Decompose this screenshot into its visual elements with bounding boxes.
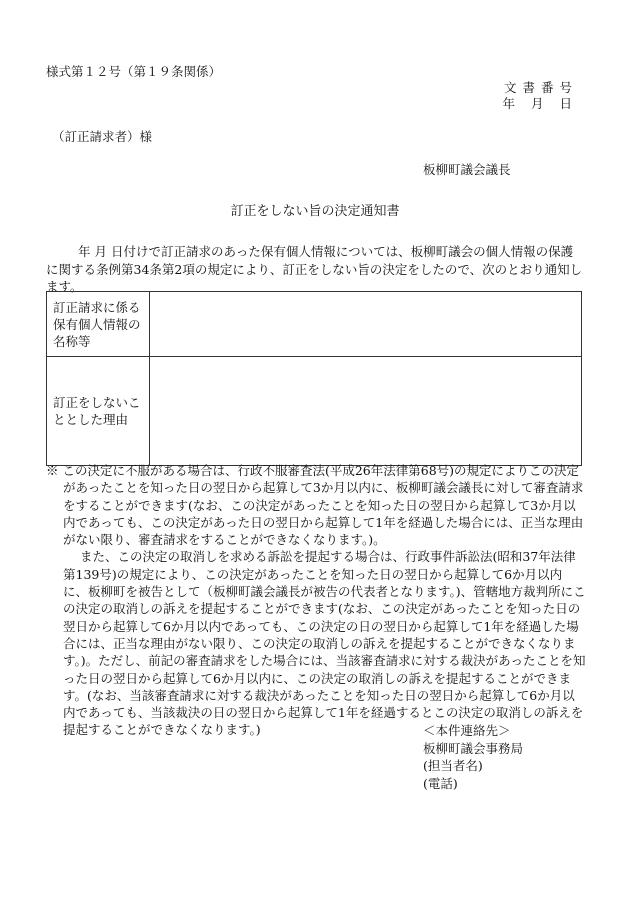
table-label-cell: 訂正をしないこととした理由 [47,357,150,466]
table-value-cell [150,292,582,357]
contact-block [423,722,523,792]
document-number-label: 文書番号 [503,80,578,95]
contact-heading: ＜本件連絡先＞ [423,723,511,738]
note-appeal: ※ この決定に不服がある場合は、行政不服審査法(平成26年法律第68号)の規定によりこの決定があったことを知った日の翌日から起算して3か月以内に、板柳町議会議長に対して審査請求をすることができます(なお、この決定があったことを知った日の翌日から起算して3か月以内であっても、この決定があった日の翌日から起算して1年を経過した場合には、正当な理由がない限り、審査請求をすることができなくなります。)。 [46,463,584,548]
sender: 板柳町議会議長 [423,162,511,177]
table-row [47,292,582,357]
info-table [46,291,582,466]
notes-section [46,462,586,739]
table-value-cell [150,357,582,466]
form-number: 様式第１２号（第１９条関係） [46,64,222,79]
contact-office: 板柳町議会事務局 [423,740,524,756]
contact-person: (担当者名) [423,758,483,773]
document-date: 年 月 日 [502,96,578,111]
table-row [47,357,582,466]
document-title: 訂正をしない旨の決定通知書 [230,204,400,219]
contact-phone: (電話) [423,775,458,791]
intro-paragraph: 年 月 日付けで訂正請求のあった保有個人情報については、板柳町議会の個人情報の保護に関する条例第34条第2項の規定により、訂正をしない旨の決定をしたので、次のとおり通知します。 [46,244,583,294]
table-label-cell: 訂正請求に係る保有個人情報の名称等 [47,292,150,357]
note-lawsuit: また、この決定の取消しを求める訴訟を提起する場合は、行政事件訴訟法(昭和37年法律第139号)の規定により、この決定があったことを知った日の翌日から起算して6か月以内に、板柳町を被告として（板柳町議会議長が被告の代表者となります。)、管轄地方裁判所にこの決定の取消しの訴えを提起することができます(なお、この決定があったことを知った日の翌日から起算して6か月以内であっても、この決定の日の翌日から起算して1年を経過した場合には、正当な理由がない限り、この決定の取消しの訴えを提起することができなくなります。)。ただし、前記の審査請求をした場合には、当該審査請求に対する裁決があったことを知った日の翌日から起算して6か月以内に、この決定の取消しの訴えを提起することができます。(なお、当該審査請求に対する裁決があったことを知った日の翌日から起算して6か月以内であっても、当該裁決の日の翌日から起算して1年を経過するとこの決定の取消しの訴えを提起することができなくなります。) [63,549,586,738]
addressee: （訂正請求者）様 [52,129,153,144]
